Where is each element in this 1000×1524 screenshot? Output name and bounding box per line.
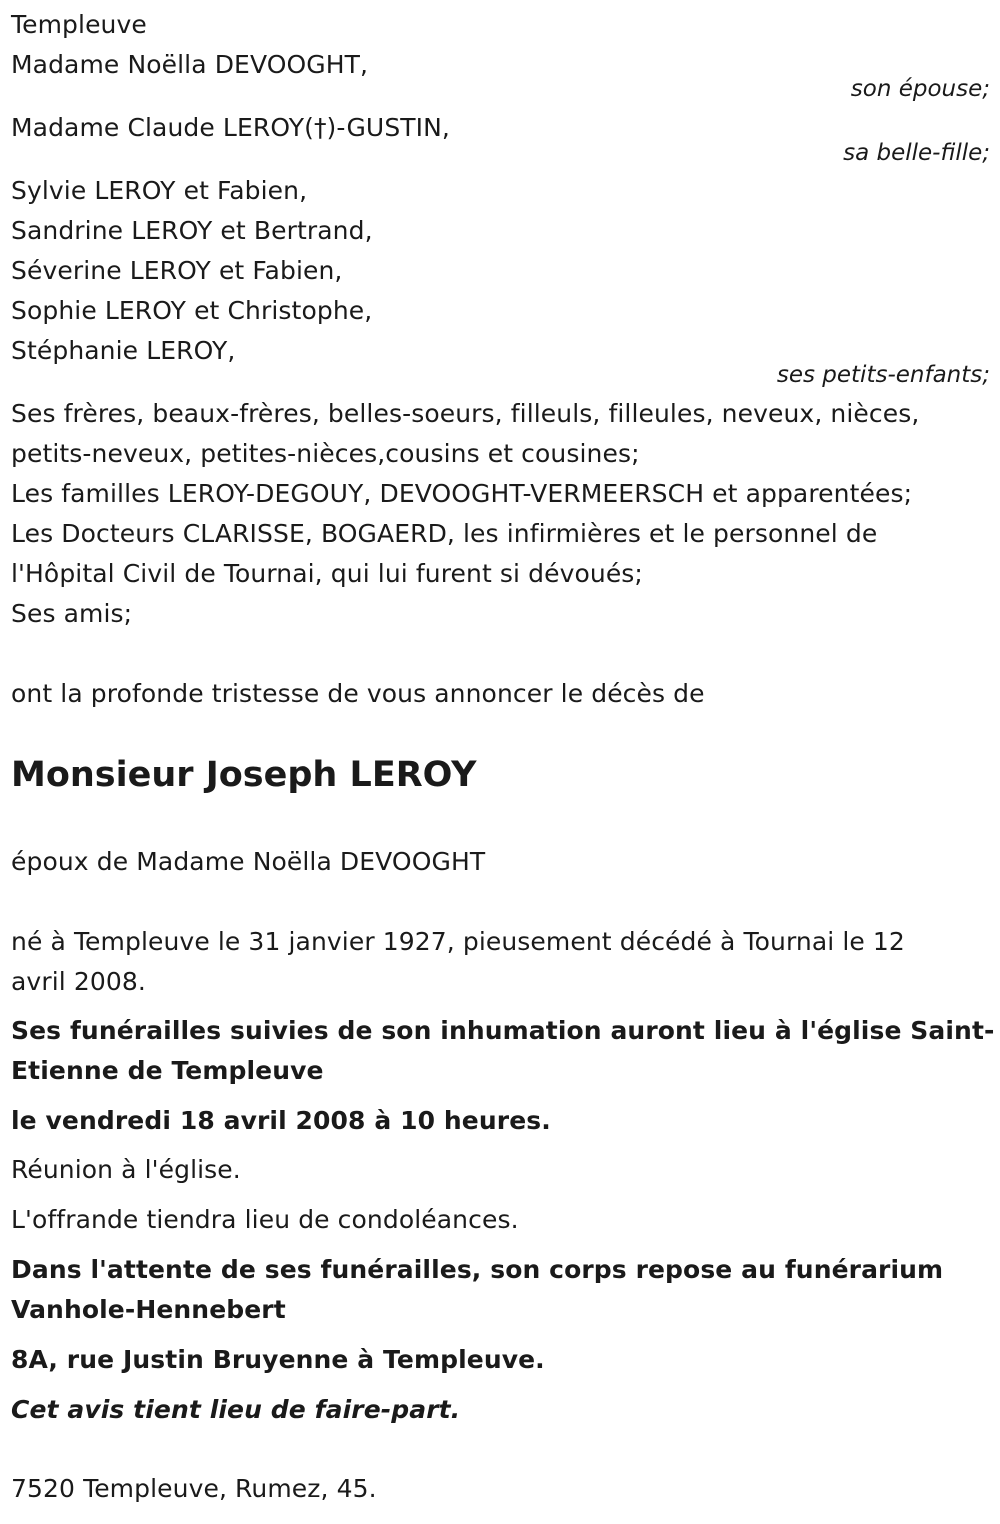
- location-line: Templeuve: [11, 10, 147, 39]
- funerarium-address: 8A, rue Justin Bruyenne à Templeuve.: [11, 1345, 545, 1374]
- families-line: Les familles LEROY-DEGOUY, DEVOOGHT-VERMEERSCH et apparentées;: [11, 479, 913, 508]
- daughter-in-law-name: Madame Claude LEROY(†)-GUSTIN,: [11, 113, 450, 142]
- grandchild-line: Sylvie LEROY et Fabien,: [11, 176, 308, 205]
- grandchild-line: Séverine LEROY et Fabien,: [11, 256, 343, 285]
- hospital-line: l'Hôpital Civil de Tournai, qui lui furent si dévoués;: [11, 559, 643, 588]
- funeral-line: Etienne de Templeuve: [11, 1056, 324, 1085]
- birth-death-line: né à Templeuve le 31 janvier 1927, pieusement décédé à Tournai le 12: [11, 927, 905, 956]
- contact-address: 7520 Templeuve, Rumez, 45.: [11, 1474, 377, 1503]
- grandchild-line: Stéphanie LEROY,: [11, 336, 236, 365]
- funerarium-name: Vanhole-Hennebert: [11, 1295, 286, 1324]
- grandchild-line: Sandrine LEROY et Bertrand,: [11, 216, 373, 245]
- spouse-name: Madame Noëlla DEVOOGHT,: [11, 50, 369, 79]
- grandchild-line: Sophie LEROY et Christophe,: [11, 296, 373, 325]
- doctors-line: Les Docteurs CLARISSE, BOGAERD, les infirmières et le personnel de: [11, 519, 878, 548]
- grandchildren-role: ses petits-enfants;: [776, 362, 990, 388]
- funeral-date: le vendredi 18 avril 2008 à 10 heures.: [11, 1106, 551, 1135]
- funeral-line: Ses funérailles suivies de son inhumation auront lieu à l'église Saint-: [11, 1016, 995, 1045]
- meeting-line: Réunion à l'église.: [11, 1155, 241, 1184]
- friends-line: Ses amis;: [11, 599, 133, 628]
- deceased-name: Monsieur Joseph LEROY: [11, 755, 477, 795]
- offering-line: L'offrande tiendra lieu de condoléances.: [11, 1205, 519, 1234]
- spouse-of-line: époux de Madame Noëlla DEVOOGHT: [11, 847, 486, 876]
- notice-line: Cet avis tient lieu de faire-part.: [11, 1395, 461, 1424]
- daughter-in-law-role: sa belle-fille;: [843, 140, 990, 166]
- spouse-role: son épouse;: [850, 76, 990, 102]
- relatives-line: Ses frères, beaux-frères, belles-soeurs, filleuls, filleules, neveux, nièces,: [11, 399, 920, 428]
- birth-death-line: avril 2008.: [11, 967, 146, 996]
- rest-line: Dans l'attente de ses funérailles, son corps repose au funérarium: [11, 1255, 944, 1284]
- relatives-line: petits-neveux, petites-nièces,cousins et cousines;: [11, 439, 640, 468]
- announcement-intro: ont la profonde tristesse de vous annoncer le décès de: [11, 679, 705, 708]
